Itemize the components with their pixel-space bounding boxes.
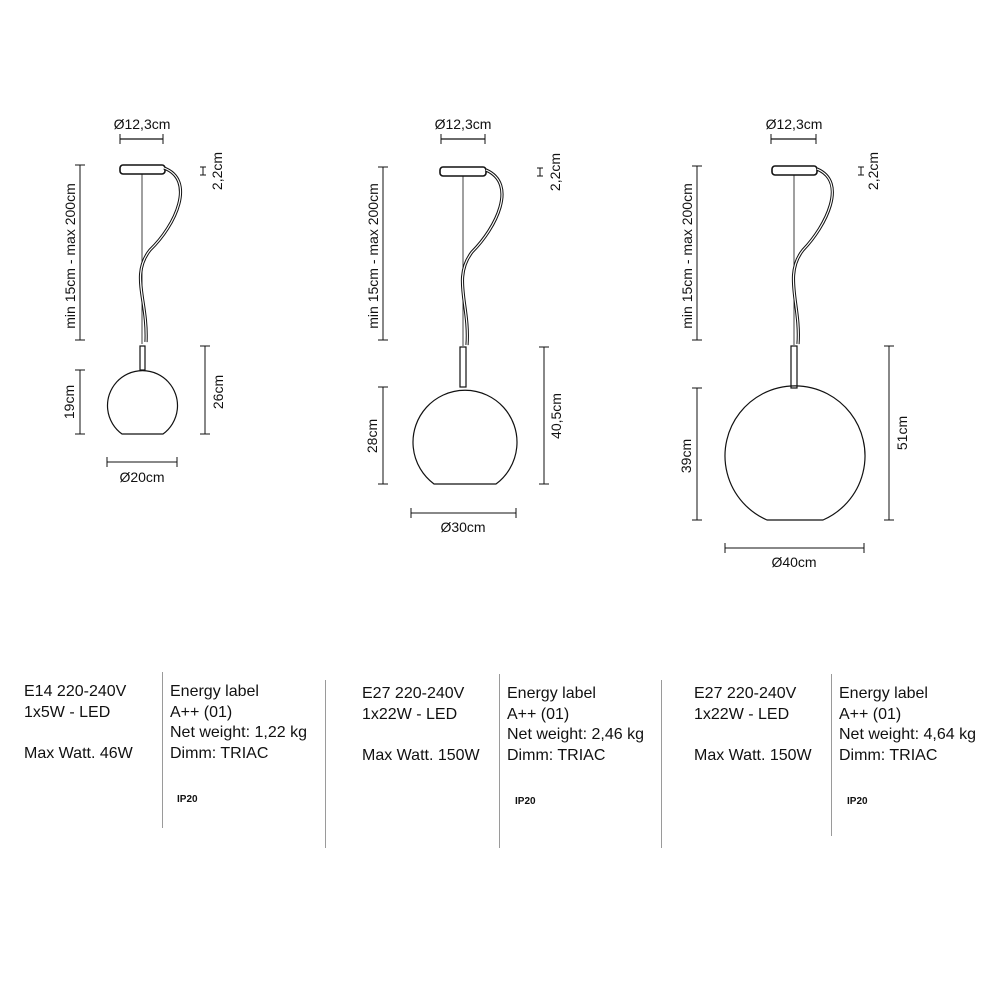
lamp-large-canopy-height: 2,2cm [865,151,881,191]
lamp-small-max-watt: Max Watt. 46W [24,745,133,762]
lamp-large-dimm: Dimm: TRIAC [839,746,938,764]
lamp-medium-cable-length: min 15cm - max 200cm [365,183,381,329]
lamp-medium-electrical-specs [362,684,480,767]
lamp-small-socket: E14 220-240V [24,683,127,700]
lamp-large-energy-specs [839,684,976,766]
lamp-large-total-height: 51cm [894,415,910,451]
lamp-medium-energy-specs [507,684,644,766]
lamp-small-globe-height: 19cm [61,384,77,420]
lamp-large-socket: E27 220-240V [694,685,797,702]
lamp-medium-canopy-height: 2,2cm [547,152,563,192]
lamp-large-bulb: 1x22W - LED [694,705,790,723]
lamp-large-globe-diameter: Ø40cm [771,554,817,570]
lamp-medium-canopy-diameter: Ø12,3cm [434,116,492,132]
lamp-medium-globe-diameter: Ø30cm [440,519,486,535]
lamp-small-canopy-diameter: Ø12,3cm [113,116,171,132]
lamp-small-canopy-height: 2,2cm [209,151,225,191]
lamp-small-ip-rating: IP20 [177,794,198,805]
lamp-large-divider [831,674,832,836]
lamp-small-drawing [75,134,210,467]
lamp-medium-dimm: Dimm: TRIAC [507,746,606,764]
lamp-medium-bulb: 1x22W - LED [362,705,458,723]
lamp-small-bulb: 1x5W - LED [24,703,111,721]
lamp-large-net-weight: Net weight: 4,64 kg [839,726,976,743]
lamp-medium-globe-height: 28cm [364,418,380,454]
lamp-large-cable-length: min 15cm - max 200cm [679,183,695,329]
lamp-medium-socket: E27 220-240V [362,685,465,702]
lamp-medium-energy-title: Energy label [507,685,596,702]
lamp-medium-total-height: 40,5cm [548,393,564,439]
lamp-small-energy-specs [170,682,307,764]
lamp-small-dimm: Dimm: TRIAC [170,744,269,762]
column-divider-2 [661,680,662,848]
lamp-medium-max-watt: Max Watt. 150W [362,747,480,764]
column-divider-1 [325,680,326,848]
lamp-medium-net-weight: Net weight: 2,46 kg [507,726,644,743]
lamp-small-cable-length: min 15cm - max 200cm [62,183,78,329]
lamp-small-total-height: 26cm [210,374,226,410]
lamp-small-globe-diameter: Ø20cm [119,469,165,485]
lamp-large-globe-height: 39cm [678,438,694,474]
lamp-small-electrical-specs [24,682,133,765]
lamp-medium-divider [499,674,500,848]
lamp-large-energy-title: Energy label [839,685,928,702]
lamp-large-energy-class: A++ (01) [839,705,902,723]
lamp-large-drawing [692,134,894,553]
lamp-large-electrical-specs [694,684,812,767]
lamp-large-ip-rating: IP20 [847,796,868,807]
lamp-medium-drawing [378,134,549,518]
lamp-medium-ip-rating: IP20 [515,796,536,807]
lamp-small-energy-class: A++ (01) [170,703,233,721]
lamp-small-net-weight: Net weight: 1,22 kg [170,724,307,741]
lamp-large-canopy-diameter: Ø12,3cm [765,116,823,132]
lamp-small-divider [162,672,163,828]
lamp-small-energy-title: Energy label [170,683,259,700]
lamp-large-max-watt: Max Watt. 150W [694,747,812,764]
lamp-medium-energy-class: A++ (01) [507,705,570,723]
